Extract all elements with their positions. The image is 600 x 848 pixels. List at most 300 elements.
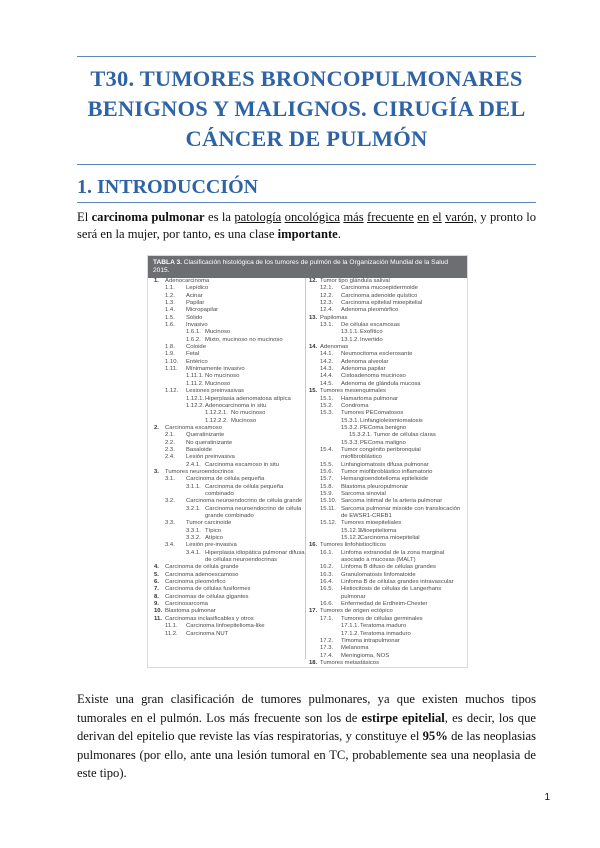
entry-number: 1.1. bbox=[165, 285, 175, 292]
entry-text: Sarcoma sinovial bbox=[341, 490, 386, 497]
table-entry bbox=[309, 498, 463, 505]
entry-text: Adenocarcinoma in situ bbox=[205, 402, 267, 409]
table-entry bbox=[309, 293, 463, 300]
table-entry bbox=[309, 440, 463, 447]
table-entry bbox=[309, 601, 463, 608]
table-entry bbox=[309, 535, 463, 542]
table-entry bbox=[309, 586, 463, 601]
entry-number: 1.12.1. bbox=[186, 395, 205, 402]
table-entry bbox=[154, 403, 306, 410]
entry-text: Carcinoma mioepitelial bbox=[360, 535, 420, 542]
entry-text: Carcinoma mucoepidermoide bbox=[341, 285, 418, 292]
table-entry bbox=[154, 454, 306, 461]
entry-text: Lesiones preinvasivas bbox=[186, 388, 244, 395]
entry-number: 15.3. bbox=[320, 410, 334, 417]
table-entry bbox=[309, 506, 463, 521]
entry-text: Micropapilar bbox=[186, 307, 219, 314]
section-heading: 1. INTRODUCCIÓN bbox=[77, 176, 259, 198]
entry-number: 15.5. bbox=[320, 461, 334, 468]
entry-text: Mucinoso bbox=[205, 329, 231, 336]
entry-number: 17.1.2. bbox=[341, 630, 360, 637]
entry-text: De células escamosas bbox=[341, 322, 400, 329]
entry-text: Mioepitelioma bbox=[360, 527, 397, 534]
entry-text: Adenoma de glándula mucosa bbox=[341, 380, 421, 387]
table-entry bbox=[309, 653, 463, 660]
entry-text: Carcinoma escamoso bbox=[165, 424, 222, 431]
table-entry bbox=[154, 594, 306, 601]
entry-number: 16.5. bbox=[320, 586, 334, 593]
entry-text: Carcinomas de células gigantes bbox=[165, 593, 249, 600]
table-entry bbox=[309, 359, 463, 366]
entry-text: Tumores mesenquimales bbox=[320, 388, 386, 395]
entry-number: 15.4. bbox=[320, 446, 334, 453]
entry-text: Blastoma pleuropulmonar bbox=[341, 483, 409, 490]
table-entry bbox=[309, 315, 463, 322]
entry-text: Lesión preinvasiva bbox=[186, 454, 235, 461]
entry-number: 16.2. bbox=[320, 564, 334, 571]
table-caption: TABLA 3. Clasificación histológica de los tumores de pulmón de la Organización Mundial de la Salud 2015. bbox=[148, 256, 467, 278]
entry-number: 3. bbox=[154, 468, 159, 475]
table-entry bbox=[154, 506, 306, 521]
table-entry bbox=[309, 396, 463, 403]
entry-text: Invertido bbox=[360, 336, 383, 343]
table-entry bbox=[309, 322, 463, 329]
entry-number: 13.1. bbox=[320, 322, 334, 329]
table-entry bbox=[154, 542, 306, 549]
entry-text: Invasivo bbox=[186, 322, 208, 329]
table-entry bbox=[309, 520, 463, 527]
entry-text: Papilar bbox=[186, 300, 205, 307]
entry-number: 16.4. bbox=[320, 579, 334, 586]
table-entry bbox=[309, 300, 463, 307]
entry-text: PEComa benigno bbox=[360, 424, 407, 431]
table-entry bbox=[154, 608, 306, 615]
entry-number: 1.11. bbox=[165, 366, 178, 373]
table-entry bbox=[309, 660, 463, 667]
table-entry bbox=[309, 329, 463, 336]
table-entry bbox=[154, 396, 306, 403]
entry-text: Adenoma pleomórfico bbox=[341, 307, 399, 314]
entry-text: Carcinoma neuroendocrino de célula grande combinado bbox=[205, 505, 302, 519]
page-title: T30. TUMORES BRONCOPULMONARES BENIGNOS Y MALIGNOS. CIRUGÍA DEL CÁNCER DE PULMÓN bbox=[87, 66, 526, 151]
entry-text: Papilomas bbox=[320, 314, 348, 321]
entry-number: 3.4.1. bbox=[186, 549, 201, 556]
table-entry bbox=[309, 572, 463, 579]
table-entry bbox=[309, 616, 463, 623]
section-rule bbox=[77, 202, 536, 203]
table-entry bbox=[154, 631, 306, 638]
entry-text: Carcinoma adenoescamoso bbox=[165, 571, 239, 578]
entry-text: Tumor congénito peribronquial miofibroblástico bbox=[341, 446, 421, 461]
entry-text: Sólido bbox=[186, 314, 203, 321]
table-entry bbox=[154, 572, 306, 579]
table-entry bbox=[309, 403, 463, 410]
entry-number: 1.3. bbox=[165, 300, 175, 307]
entry-text: Queratinizante bbox=[186, 432, 225, 439]
table-entry bbox=[309, 462, 463, 469]
entry-text: Carcinoma de célula pequeña bbox=[186, 476, 265, 483]
entry-number: 1.6. bbox=[165, 322, 175, 329]
entry-text: Linfoma B difuso de células grandes bbox=[341, 564, 436, 571]
table-entry bbox=[309, 307, 463, 314]
entry-number: 15.8. bbox=[320, 483, 334, 490]
entry-number: 15. bbox=[309, 388, 318, 395]
table-entry bbox=[309, 550, 463, 565]
entry-text: Hemangioendotelioma epitelioide bbox=[341, 476, 429, 483]
entry-text: Carcinomas inclasificables y otros bbox=[165, 615, 254, 622]
table-entry bbox=[154, 550, 306, 565]
table-entry bbox=[154, 351, 306, 358]
entry-text: Fetal bbox=[186, 351, 200, 358]
entry-text: Acinar bbox=[186, 292, 203, 299]
entry-number: 14.3. bbox=[320, 366, 334, 373]
entry-text: Carcinoma linfoepitelioma-like bbox=[186, 623, 265, 630]
entry-number: 12.1. bbox=[320, 285, 334, 292]
entry-number: 11.2. bbox=[165, 630, 178, 637]
entry-text: Tumores mioepiteliales bbox=[341, 520, 402, 527]
table-entry bbox=[309, 491, 463, 498]
title-bottom-rule bbox=[77, 164, 536, 165]
table-entry bbox=[154, 535, 306, 542]
entry-number: 1.12. bbox=[165, 388, 179, 395]
table-entry bbox=[309, 528, 463, 535]
table-entry bbox=[309, 447, 463, 462]
entry-text: Linfoma extranodal de la zona marginal asociado a mucosas (MALT) bbox=[341, 549, 445, 564]
entry-text: Tumor carcinoide bbox=[186, 520, 232, 527]
entry-number: 3.2.1. bbox=[186, 505, 201, 512]
entry-number: 17.2. bbox=[320, 637, 334, 644]
entry-number: 12.2. bbox=[320, 292, 334, 299]
entry-text: Linfangioleiomiomatosis bbox=[360, 417, 423, 424]
entry-number: 15.3.1. bbox=[341, 417, 360, 424]
entry-text: Enfermedad de Erdheim-Chester bbox=[341, 601, 428, 608]
table-entry bbox=[154, 315, 306, 322]
table-entry bbox=[154, 293, 306, 300]
entry-text: No mucinoso bbox=[205, 373, 240, 380]
entry-number: 14. bbox=[309, 344, 318, 351]
entry-text: Linfangiomatosis difusa pulmonar bbox=[341, 461, 429, 468]
entry-number: 1.9. bbox=[165, 351, 175, 358]
entry-number: 1.5. bbox=[165, 314, 175, 321]
table-entry bbox=[154, 469, 306, 476]
table-entry bbox=[154, 322, 306, 329]
table-entry bbox=[154, 337, 306, 344]
entry-text: No mucinoso bbox=[231, 410, 266, 417]
entry-text: 15.3.2.1. Tumor de células claras bbox=[349, 432, 436, 439]
entry-number: 14.5. bbox=[320, 380, 334, 387]
entry-text: Tumores de origen ectópico bbox=[320, 608, 393, 615]
entry-number: 13. bbox=[309, 314, 318, 321]
table-entry bbox=[154, 307, 306, 314]
table-entry bbox=[154, 418, 306, 425]
entry-text: Hiperplasia adenomatosa atípica bbox=[205, 395, 291, 402]
entry-text: Sarcoma intimal de la arteria pulmonar bbox=[341, 498, 443, 505]
entry-number: 3.3. bbox=[165, 520, 175, 527]
entry-number: 3.3.1. bbox=[186, 527, 201, 534]
entry-number: 3.1. bbox=[165, 476, 175, 483]
entry-number: 17.4. bbox=[320, 652, 334, 659]
entry-number: 17.1. bbox=[320, 615, 334, 622]
entry-number: 12.4. bbox=[320, 307, 334, 314]
entry-number: 15.11. bbox=[320, 505, 336, 512]
entry-number: 1.8. bbox=[165, 344, 175, 351]
entry-text: Tumores linfohistiocíticos bbox=[320, 542, 386, 549]
entry-text: Neumocitoma esclerosante bbox=[341, 351, 413, 358]
table-entry bbox=[309, 425, 463, 432]
entry-text: Adenocarcinoma bbox=[165, 278, 210, 284]
entry-text: Adenoma alveolar bbox=[341, 358, 389, 365]
term-carcinoma-pulmonar: carcinoma pulmonar bbox=[91, 210, 205, 224]
entry-text: Tumores metastásicos bbox=[320, 659, 380, 666]
entry-text: Entérico bbox=[186, 358, 208, 365]
entry-number: 14.2. bbox=[320, 358, 334, 365]
entry-number: 2. bbox=[154, 424, 159, 431]
entry-number: 6. bbox=[154, 579, 159, 586]
table-entry bbox=[154, 601, 306, 608]
entry-number: 4. bbox=[154, 564, 159, 571]
table-entry bbox=[154, 329, 306, 336]
entry-text: Tumores de células germinales bbox=[341, 615, 423, 622]
entry-number: 16.3. bbox=[320, 571, 334, 578]
table-entry bbox=[309, 366, 463, 373]
entry-text: Tumor miofibroblástico inflamatorio bbox=[341, 468, 433, 475]
entry-number: 17.3. bbox=[320, 645, 334, 652]
entry-text: Hiperplasia idiopática pulmonar difusa de células neuroendocrinas bbox=[205, 549, 305, 564]
table-entry bbox=[309, 631, 463, 638]
entry-number: 1.4. bbox=[165, 307, 175, 314]
entry-text: Mixto, mucinoso no mucinoso bbox=[205, 336, 283, 343]
table-entry bbox=[309, 638, 463, 645]
entry-text: Cistoadenoma mucinoso bbox=[341, 373, 406, 380]
entry-number: 9. bbox=[154, 601, 159, 608]
entry-number: 1.10. bbox=[165, 358, 179, 365]
entry-number: 1.12.2.2. bbox=[205, 417, 228, 424]
entry-number: 7. bbox=[154, 586, 159, 593]
entry-number: 2.4. bbox=[165, 454, 175, 461]
table-entry bbox=[309, 645, 463, 652]
table-entry bbox=[309, 373, 463, 380]
classification-table-figure bbox=[147, 255, 468, 668]
entry-number: 11. bbox=[154, 615, 162, 622]
entry-number: 17. bbox=[309, 608, 318, 615]
table-entry bbox=[154, 484, 306, 499]
table-entry bbox=[154, 520, 306, 527]
entry-text: Adenomas bbox=[320, 344, 349, 351]
table-entry bbox=[309, 337, 463, 344]
term-estirpe-epitelial: estirpe epitelial bbox=[361, 710, 445, 725]
entry-text: Coloide bbox=[186, 344, 206, 351]
entry-number: 3.1.1. bbox=[186, 483, 201, 490]
entry-text: Lepídico bbox=[186, 285, 209, 292]
body-paragraph: Existe una gran clasificación de tumores pulmonares, ya que existen muchos tipos tumorales en el pulmón. Los más frecuente son los de estirpe epitelial, es decir, los que derivan del epitelio que reviste las vías respiratorias, y constituye el 95% de las neoplasias pulmonares (por ello, ante una lesión tumoral en TC, probablemente sea una neoplasia de este tipo). bbox=[77, 692, 537, 781]
entry-text: PEComa maligno bbox=[360, 439, 406, 446]
entry-text: Meningioma, NOS bbox=[341, 652, 390, 659]
entry-number: 18. bbox=[309, 659, 318, 666]
entry-text: Carcinosarcoma bbox=[165, 601, 208, 608]
entry-number: 15.3.3. bbox=[341, 439, 360, 446]
table-entry bbox=[309, 564, 463, 571]
entry-number: 15.9. bbox=[320, 490, 334, 497]
entry-number: 1. bbox=[154, 278, 159, 284]
top-rule bbox=[77, 56, 536, 57]
entry-number: 1.12.2.1. bbox=[205, 410, 228, 417]
table-entry bbox=[309, 418, 463, 425]
entry-number: 15.10. bbox=[320, 498, 337, 505]
entry-number: 16.1. bbox=[320, 549, 334, 556]
entry-text: Blastoma pulmonar bbox=[165, 608, 216, 615]
table-entry bbox=[154, 447, 306, 454]
entry-text: No queratinizante bbox=[186, 439, 233, 446]
table-entry bbox=[154, 440, 306, 447]
table-entry bbox=[154, 359, 306, 366]
entry-text: Carcinoma de células fusiformes bbox=[165, 586, 251, 593]
entry-number: 15.2. bbox=[320, 402, 334, 409]
entry-number: 11.1. bbox=[165, 623, 178, 630]
entry-text: Carcinoma pleomórfico bbox=[165, 579, 226, 586]
table-entry bbox=[154, 498, 306, 505]
entry-number: 15.1. bbox=[320, 395, 334, 402]
table-entry bbox=[309, 278, 463, 285]
entry-number: 5. bbox=[154, 571, 159, 578]
entry-number: 1.2. bbox=[165, 292, 175, 299]
entry-text: Histiocitosis de células de Langerhans pulmonar bbox=[341, 586, 442, 600]
table-entry bbox=[309, 285, 463, 292]
table-entry bbox=[154, 388, 306, 395]
entry-text: Mínimamente invasivo bbox=[186, 366, 245, 373]
entry-text: Melanoma bbox=[341, 645, 369, 652]
term-importante: importante bbox=[277, 227, 338, 241]
entry-text: Carcinoma escamoso in situ bbox=[205, 461, 279, 468]
entry-number: 16. bbox=[309, 542, 318, 549]
table-entry bbox=[309, 542, 463, 549]
entry-number: 15.12.2. bbox=[341, 535, 363, 542]
table-entry bbox=[154, 616, 306, 623]
entry-number: 14.1. bbox=[320, 351, 334, 358]
table-entry bbox=[309, 344, 463, 351]
entry-number: 2.4.1. bbox=[186, 461, 201, 468]
table-left-column bbox=[154, 278, 306, 638]
entry-number: 2.3. bbox=[165, 446, 175, 453]
entry-number: 1.6.1. bbox=[186, 329, 201, 336]
table-entry bbox=[154, 528, 306, 535]
entry-text: Tumor tipo glándula salival bbox=[320, 278, 390, 284]
table-entry bbox=[309, 484, 463, 491]
table-entry bbox=[309, 410, 463, 417]
entry-number: 2.1. bbox=[165, 432, 175, 439]
entry-number: 17.1.1. bbox=[341, 623, 360, 630]
column-divider bbox=[305, 278, 306, 659]
entry-text: Mucinoso bbox=[231, 417, 257, 424]
term-95-percent: 95% bbox=[422, 729, 448, 744]
entry-number: 15.7. bbox=[320, 476, 334, 483]
table-entry bbox=[309, 608, 463, 615]
entry-text: Granulomatosis linfomatoide bbox=[341, 571, 416, 578]
entry-number: 10. bbox=[154, 608, 163, 615]
entry-number: 3.3.2. bbox=[186, 535, 201, 542]
table-entry bbox=[154, 278, 306, 285]
entry-number: 1.6.2. bbox=[186, 336, 201, 343]
entry-text: Condroma bbox=[341, 402, 369, 409]
entry-text: Teratoma maduro bbox=[360, 623, 407, 630]
table-entry bbox=[309, 579, 463, 586]
entry-number: 2.2. bbox=[165, 439, 175, 446]
entry-number: 1.11.2. bbox=[186, 380, 204, 387]
entry-text: Timoma intrapulmonar bbox=[341, 637, 400, 644]
entry-number: 15.12. bbox=[320, 520, 337, 527]
entry-text: Basaloide bbox=[186, 446, 212, 453]
entry-text: Sarcoma pulmonar mixoide con translocación de EWSR1-CREB1 bbox=[341, 505, 461, 519]
entry-text: Mucinoso bbox=[205, 380, 231, 387]
entry-number: 15.6. bbox=[320, 468, 334, 475]
entry-text: Tumores PEComatosos bbox=[341, 410, 404, 417]
entry-text: Carcinoma adenoide quístico bbox=[341, 292, 418, 299]
entry-number: 12. bbox=[309, 278, 318, 284]
table-entry bbox=[154, 410, 306, 417]
table-entry bbox=[309, 623, 463, 630]
entry-number: 8. bbox=[154, 593, 159, 600]
entry-text: Atípico bbox=[205, 535, 224, 542]
table-entry bbox=[154, 373, 306, 380]
table-entry bbox=[309, 469, 463, 476]
table-entry bbox=[154, 564, 306, 571]
entry-number: 16.6. bbox=[320, 601, 334, 608]
entry-text: Linfoma B de células grandes intravascular bbox=[341, 579, 454, 586]
table-entry bbox=[309, 476, 463, 483]
table-entry bbox=[154, 586, 306, 593]
entry-text: Carcinoma NUT bbox=[186, 630, 229, 637]
table-entry bbox=[309, 351, 463, 358]
entry-number: 1.11.1. bbox=[186, 373, 204, 380]
entry-text: Teratoma inmaduro bbox=[360, 630, 411, 637]
table-entry bbox=[154, 344, 306, 351]
table-entry bbox=[154, 300, 306, 307]
entry-number: 12.3. bbox=[320, 300, 334, 307]
entry-number: 3.2. bbox=[165, 498, 175, 505]
table-entry bbox=[309, 388, 463, 395]
entry-text: Carcinoma de célula grande bbox=[165, 564, 239, 571]
table-entry bbox=[154, 579, 306, 586]
entry-text: Carcinoma de célula pequeña combinado bbox=[205, 483, 284, 497]
table-entry bbox=[154, 425, 306, 432]
entry-number: 3.4. bbox=[165, 542, 175, 549]
entry-number: 14.4. bbox=[320, 373, 334, 380]
table-entry bbox=[154, 432, 306, 439]
entry-text: Hamartoma pulmonar bbox=[341, 395, 398, 402]
page-number: 1 bbox=[544, 792, 550, 803]
table-right-column bbox=[309, 278, 463, 667]
table-entry bbox=[154, 462, 306, 469]
entry-number: 13.1.2. bbox=[341, 336, 360, 343]
table-entry bbox=[154, 381, 306, 388]
entry-text: Exofítico bbox=[360, 329, 383, 336]
entry-text: Carcinoma neuroendocrino de célula grande bbox=[186, 498, 303, 505]
table-entry bbox=[154, 285, 306, 292]
entry-text: Típico bbox=[205, 527, 222, 534]
table-entry bbox=[154, 623, 306, 630]
entry-number: 15.12.1. bbox=[341, 527, 363, 534]
table-entry bbox=[154, 476, 306, 483]
table-entry bbox=[309, 432, 463, 439]
table-entry bbox=[154, 366, 306, 373]
entry-number: 13.1.1. bbox=[341, 329, 360, 336]
entry-text: Tumores neuroendocrinos bbox=[165, 468, 234, 475]
entry-number: 15.3.2. bbox=[341, 424, 360, 431]
entry-text: Adenoma papilar bbox=[341, 366, 386, 373]
entry-text: Lesión pre-invasiva bbox=[186, 542, 237, 549]
entry-text: Carcinoma epitelial mioepitelial bbox=[341, 300, 423, 307]
table-entry bbox=[309, 381, 463, 388]
entry-number: 1.12.2. bbox=[186, 402, 205, 409]
